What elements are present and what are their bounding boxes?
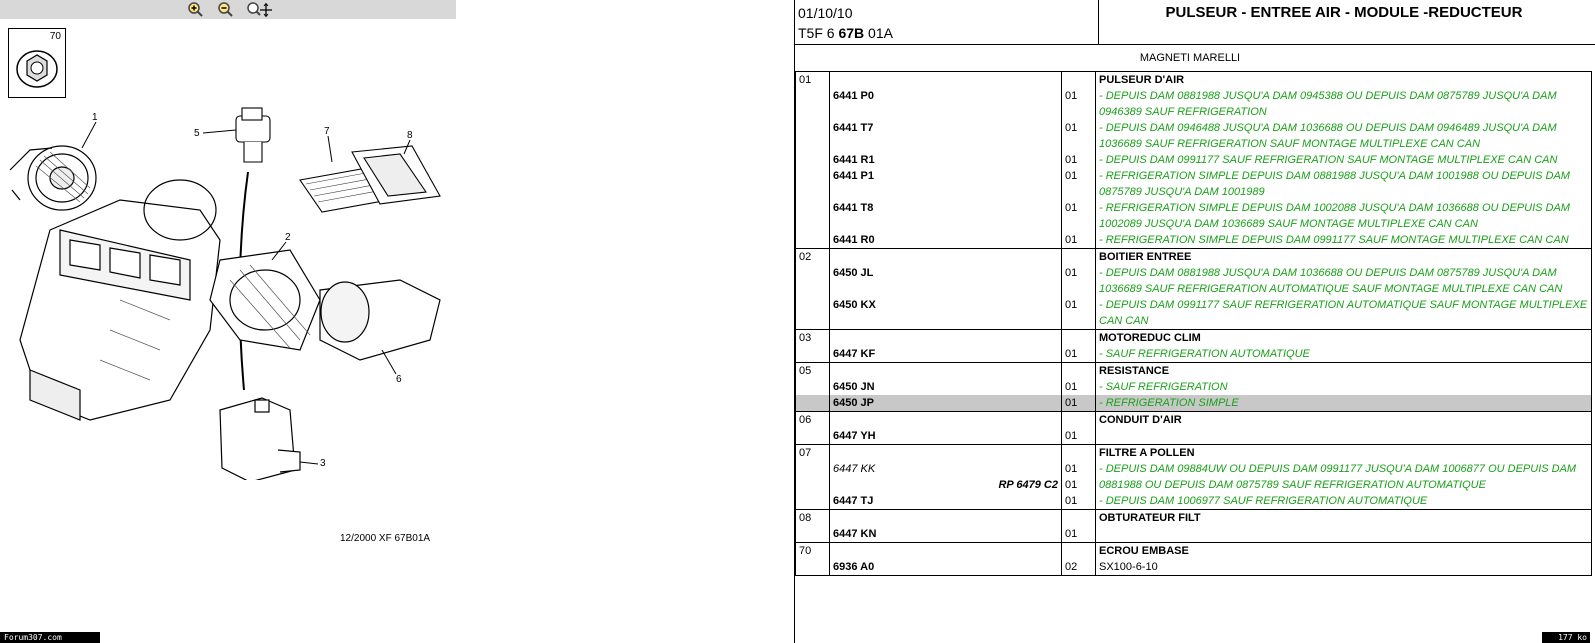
part-note: - DEPUIS DAM 09884UW OU DEPUIS DAM 0991177 JUSQU'A DAM 1006877 OU DEPUIS DAM xyxy=(1099,463,1577,475)
group-number xyxy=(796,120,830,152)
zoom-pan-icon[interactable] xyxy=(246,1,272,18)
quantity: 01 xyxy=(1062,428,1096,445)
part-description xyxy=(1096,493,1592,510)
quantity xyxy=(1062,249,1096,266)
part-description xyxy=(1096,477,1592,493)
callout-8: 8 xyxy=(407,130,413,141)
part-title: OBTURATEUR FILT xyxy=(1099,512,1201,524)
group-number: 07 xyxy=(796,445,830,462)
quantity: 01 xyxy=(1062,379,1096,395)
part-title: MOTOREDUC CLIM xyxy=(1099,332,1201,344)
supplier-name: MAGNETI MARELLI xyxy=(1139,52,1241,64)
part-note: - DEPUIS DAM 0881988 JUSQU'A DAM 0945388 OU DEPUIS DAM 0875789 JUSQU'A DAM 0946389 SAUF REFRIGERATION xyxy=(1099,90,1557,118)
quantity: 01 xyxy=(1062,265,1096,297)
housing-part xyxy=(20,180,220,420)
part-description xyxy=(1096,559,1592,576)
part-reference xyxy=(830,445,1062,462)
table-row[interactable] xyxy=(796,363,1592,380)
part-note: - REFRIGERATION SIMPLE DEPUIS DAM 0881988 JUSQU'A DAM 1001988 OU DEPUIS DAM 0875789 JUSQU'A DAM 1001989 xyxy=(1099,170,1570,198)
group-number: 02 xyxy=(796,249,830,266)
group-number xyxy=(796,379,830,395)
quantity: 01 xyxy=(1062,297,1096,330)
exploded-diagram xyxy=(0,100,456,480)
group-number xyxy=(796,493,830,510)
part-description xyxy=(1096,330,1592,347)
group-number xyxy=(796,265,830,297)
part-note: - DEPUIS DAM 0991177 SAUF REFRIGERATION AUTOMATIQUE SAUF MONTAGE MULTIPLEXE CAN CAN xyxy=(1099,299,1588,327)
group-number xyxy=(796,200,830,232)
quantity: 01 xyxy=(1062,88,1096,120)
part-description xyxy=(1096,363,1592,380)
catalog-code xyxy=(798,25,893,41)
part-reference xyxy=(830,543,1062,560)
part-description xyxy=(1096,510,1592,527)
group-number xyxy=(796,526,830,543)
part-reference: 6450 JP xyxy=(830,395,1062,412)
part-note: - REFRIGERATION SIMPLE DEPUIS DAM 0991177 SAUF MONTAGE MULTIPLEXE CAN CAN xyxy=(1099,234,1569,246)
inset-label: 70 xyxy=(49,31,61,42)
part-reference: 6441 T7 xyxy=(830,120,1062,152)
part-note: - DEPUIS DAM 1006977 SAUF REFRIGERATION AUTOMATIQUE xyxy=(1099,495,1428,507)
air-inlet-part xyxy=(210,250,320,350)
part-reference: 6450 JN xyxy=(830,379,1062,395)
diagram-panel xyxy=(0,0,456,643)
site-watermark: Forum307.com xyxy=(0,632,100,643)
quantity: 02 xyxy=(1062,559,1096,576)
table-row[interactable] xyxy=(796,330,1592,347)
group-number xyxy=(796,297,830,330)
part-reference: 6441 P0 xyxy=(830,88,1062,120)
part-title: RESISTANCE xyxy=(1099,365,1170,377)
quantity: 01 xyxy=(1062,200,1096,232)
part-title: ECROU EMBASE xyxy=(1099,545,1189,557)
part-title: PULSEUR D'AIR xyxy=(1099,74,1185,86)
part-reference: 6441 R1 xyxy=(830,152,1062,168)
quantity xyxy=(1062,330,1096,347)
part-description xyxy=(1096,249,1592,266)
part-description xyxy=(1096,297,1592,330)
quantity xyxy=(1062,510,1096,527)
quantity: 01 xyxy=(1062,477,1096,493)
table-row[interactable] xyxy=(796,168,1592,200)
part-reference: 6447 TJ xyxy=(830,493,1062,510)
part-description xyxy=(1096,346,1592,363)
table-row[interactable] xyxy=(796,120,1592,152)
part-description xyxy=(1096,412,1592,429)
connector-part xyxy=(236,108,270,162)
group-number xyxy=(796,168,830,200)
part-reference xyxy=(830,363,1062,380)
table-row[interactable] xyxy=(796,265,1592,297)
part-reference: 6450 JL xyxy=(830,265,1062,297)
group-number: 70 xyxy=(796,543,830,560)
group-number xyxy=(796,88,830,120)
part-description xyxy=(1096,72,1592,89)
part-note: - REFRIGERATION SIMPLE DEPUIS DAM 1002088 JUSQU'A DAM 1036688 OU DEPUIS DAM 1002089 JUSQU'A DAM 1036689 SAUF MONTAGE MULTIPLEXE CAN CAN xyxy=(1099,202,1570,230)
table-row[interactable] xyxy=(796,559,1592,576)
air-duct-part xyxy=(320,280,440,360)
part-note: SX100-6-10 xyxy=(1099,561,1158,573)
part-note: - DEPUIS DAM 0991177 SAUF REFRIGERATION SAUF MONTAGE MULTIPLEXE CAN CAN xyxy=(1099,154,1558,166)
group-number: 06 xyxy=(796,412,830,429)
group-number xyxy=(796,477,830,493)
parts-table xyxy=(795,71,1592,576)
part-reference: 6441 T8 xyxy=(830,200,1062,232)
part-description xyxy=(1096,395,1592,412)
part-description xyxy=(1096,428,1592,445)
table-row[interactable] xyxy=(796,249,1592,266)
part-reference xyxy=(830,330,1062,347)
quantity: 01 xyxy=(1062,232,1096,249)
table-row[interactable] xyxy=(796,445,1592,462)
group-number xyxy=(796,559,830,576)
page-title: PULSEUR - ENTREE AIR - MODULE -REDUCTEUR xyxy=(1165,4,1523,21)
group-number xyxy=(796,346,830,363)
table-row[interactable] xyxy=(796,152,1592,168)
group-number: 05 xyxy=(796,363,830,380)
part-description xyxy=(1096,265,1592,297)
group-number xyxy=(796,461,830,477)
replacement-ref: RP 6479 C2 xyxy=(830,477,1062,493)
quantity xyxy=(1062,72,1096,89)
table-row[interactable] xyxy=(796,232,1592,249)
quantity: 01 xyxy=(1062,152,1096,168)
table-row[interactable] xyxy=(796,428,1592,445)
table-row[interactable] xyxy=(796,72,1592,89)
part-reference: 6936 A0 xyxy=(830,559,1062,576)
file-size: 177 ko xyxy=(1542,632,1590,643)
part-title: CONDUIT D'AIR xyxy=(1099,414,1182,426)
part-reference: 6450 KX xyxy=(830,297,1062,330)
actuator-part xyxy=(220,398,300,480)
part-description xyxy=(1096,379,1592,395)
part-description xyxy=(1096,461,1592,477)
table-row[interactable] xyxy=(796,526,1592,543)
table-row[interactable] xyxy=(796,493,1592,510)
group-number xyxy=(796,232,830,249)
quantity: 01 xyxy=(1062,168,1096,200)
callout-1: 1 xyxy=(92,112,98,123)
part-note: - SAUF REFRIGERATION xyxy=(1099,381,1228,393)
part-reference: 6447 KK xyxy=(830,461,1062,477)
quantity: 01 xyxy=(1062,395,1096,412)
part-note: - DEPUIS DAM 0881988 JUSQU'A DAM 1036688 OU DEPUIS DAM 0875789 JUSQU'A DAM 1036689 SAUF REFRIGERATION AUTOMATIQUE SAUF MONTAGE MULTIPLEXE CAN CAN xyxy=(1099,267,1563,295)
table-row[interactable] xyxy=(796,412,1592,429)
quantity xyxy=(1062,445,1096,462)
quantity: 01 xyxy=(1062,526,1096,543)
callout-7: 7 xyxy=(324,126,330,137)
table-row[interactable] xyxy=(796,543,1592,560)
code-bold: 67B xyxy=(838,25,865,41)
part-reference: 6447 KF xyxy=(830,346,1062,363)
quantity: 01 xyxy=(1062,493,1096,510)
part-description xyxy=(1096,526,1592,543)
table-row[interactable] xyxy=(796,88,1592,120)
callout-5: 5 xyxy=(194,128,200,139)
part-reference xyxy=(830,249,1062,266)
catalog-date: 01/10/10 xyxy=(798,5,853,21)
code-prefix: T5F 6 xyxy=(798,25,839,41)
part-title: FILTRE A POLLEN xyxy=(1099,447,1195,459)
parts-panel xyxy=(795,0,1595,643)
callout-6: 6 xyxy=(396,374,402,385)
table-row[interactable] xyxy=(796,200,1592,232)
part-note: 0881988 OU DEPUIS DAM 0875789 SAUF REFRIGERATION AUTOMATIQUE xyxy=(1099,479,1486,491)
header-rule xyxy=(795,44,1595,45)
part-description xyxy=(1096,232,1592,249)
quantity xyxy=(1062,363,1096,380)
table-row[interactable] xyxy=(796,297,1592,330)
part-description xyxy=(1096,120,1592,152)
part-description xyxy=(1096,168,1592,200)
quantity: 01 xyxy=(1062,346,1096,363)
quantity: 01 xyxy=(1062,461,1096,477)
group-number: 01 xyxy=(796,72,830,89)
part-note: - SAUF REFRIGERATION AUTOMATIQUE xyxy=(1099,348,1310,360)
part-title: BOITIER ENTREE xyxy=(1099,251,1192,263)
part-note: - DEPUIS DAM 0946488 JUSQU'A DAM 1036688 OU DEPUIS DAM 0946489 JUSQU'A DAM 1036689 SAUF REFRIGERATION SAUF MONTAGE MULTIPLEXE CAN CAN xyxy=(1099,122,1557,150)
group-number xyxy=(796,428,830,445)
part-reference xyxy=(830,72,1062,89)
table-row[interactable] xyxy=(796,510,1592,527)
part-reference: 6447 YH xyxy=(830,428,1062,445)
part-description xyxy=(1096,445,1592,462)
part-reference: 6441 P1 xyxy=(830,168,1062,200)
part-reference xyxy=(830,510,1062,527)
zoom-out-icon[interactable] xyxy=(216,1,236,18)
zoom-in-icon[interactable] xyxy=(186,1,206,18)
table-row[interactable] xyxy=(796,477,1592,493)
part-reference: 6441 R0 xyxy=(830,232,1062,249)
code-suffix: 01A xyxy=(864,25,893,41)
part-description xyxy=(1096,200,1592,232)
table-row[interactable] xyxy=(796,395,1592,412)
quantity: 01 xyxy=(1062,120,1096,152)
part-description xyxy=(1096,543,1592,560)
part-description xyxy=(1096,152,1592,168)
callout-2: 2 xyxy=(285,232,291,243)
part-note: - REFRIGERATION SIMPLE xyxy=(1099,397,1239,409)
part-reference xyxy=(830,412,1062,429)
part-reference: 6447 KN xyxy=(830,526,1062,543)
quantity xyxy=(1062,543,1096,560)
group-number xyxy=(796,152,830,168)
quantity xyxy=(1062,412,1096,429)
diagram-caption: 12/2000 XF 67B01A xyxy=(340,533,431,544)
blower-fan-part xyxy=(10,146,96,210)
group-number: 03 xyxy=(796,330,830,347)
group-number: 08 xyxy=(796,510,830,527)
group-number xyxy=(796,395,830,412)
table-row[interactable] xyxy=(796,461,1592,477)
part-description xyxy=(1096,88,1592,120)
zoom-toolbar xyxy=(0,0,456,19)
callout-3: 3 xyxy=(320,458,326,469)
table-row[interactable] xyxy=(796,346,1592,363)
table-row[interactable] xyxy=(796,379,1592,395)
part-70-inset xyxy=(8,28,66,98)
